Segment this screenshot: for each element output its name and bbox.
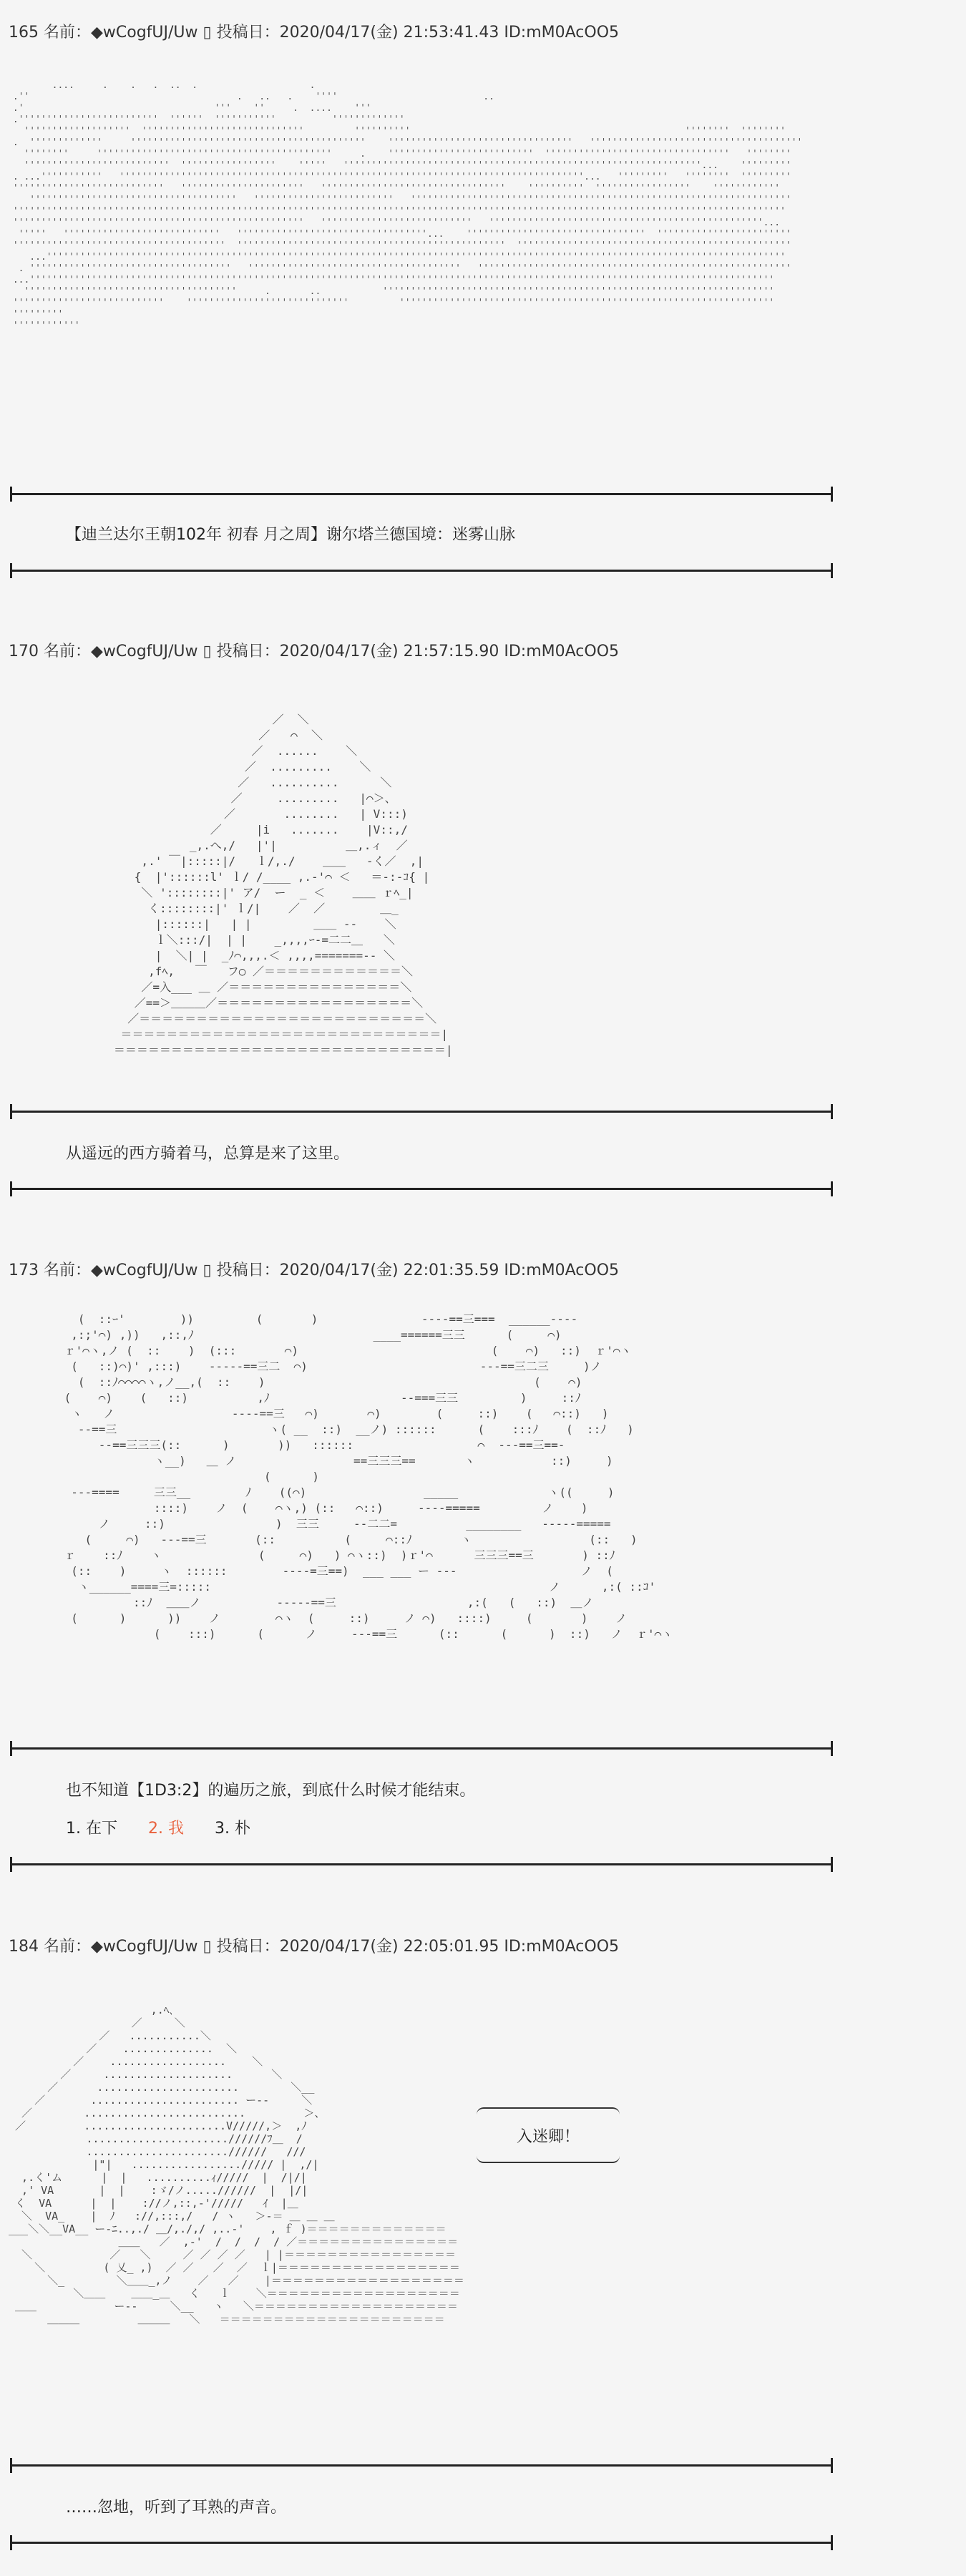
speech-bubble: [477, 2107, 620, 2163]
post-header-165: 165 名前：◆wCogfUJ/Uw ▯ 投稿日：2020/04/17(金) 21:53:41.43 ID:mM0AcOO5: [9, 24, 620, 42]
post-text-173: 也不知道【1D3:2】的遍历之旅，到底什么时候才能结束。: [66, 1782, 476, 1800]
post-header-184: 184 名前：◆wCogfUJ/Uw ▯ 投稿日：2020/04/17(金) 22:05:01.95 ID:mM0AcOO5: [9, 1938, 620, 1956]
speech-bubble-text: 入迷卿！: [516, 2128, 580, 2146]
choice-2-selected: 2. 我: [147, 1820, 184, 1838]
choice-list: [66, 1816, 276, 1838]
post-text-165: 【迪兰达尔王朝102年 初春 月之周】谢尔塔兰德国境：迷雾山脉: [66, 526, 515, 544]
divider-rule: [10, 1863, 833, 1865]
ascii-art-mist-mountains: .... . . . .. . . .'' . .. . '''' .. .' ''' '' . .... ''' .''''''''''''''''''''''''' '''''' ''''''''''' ''''''''''''' ''''''''''''''''''' ''''''''''''''''''''''''''''' '''''''''' '''''''' '''''''' . ''''''''''''' '''''''''''''''''''''''''''''''''''''''''' ''''''''''''''''''''''''''''''''' '''''''''''''''''''''''''''''''''''''' '''''''' '''''''''''''''''''''''''''''''''''''''''' . '''''''''''''''''''''''''' ''''''''''''''''''''''''''''''''' '''''''' '''''''''''''''''''''''''' ''''''''''''''''' ''''' ''''''''''''''''''''''''''''''''''''''''''''''''''''''''''''''''... ''''''''' . ...''''''''''' '''''''''''''''''''''''''''''''''''''''''''''''''''''''''''''''''''''''''''''''''''... ''''''''' '''''''' ''''''''' ''''''''''''''''''''''''''' '''''''''''''''''''''' ''''''''''''''''''''''''''''''''' '''''''''' ''''''''''''''''' '''''''''''' ''''''''''''''''''''''''''''''''''''' ''''''''''''''''''''''''' '''''''''''''''''''''''''''''''''''''''''''''''''''''''''''''''''''' '''''''''''''''''''''''''''''''''''''''''''''''''''''''''''''''''''''''''''''''''''''''''''''''''''''''''''''''''''''''''''''''''''''''''' '''''''''''''''''''''''''''''''''''''''''''''''''''' ''''''''''''''''''''''''''' '''''''''''''''''''''''''''''''''''''''''''''''''... ''''' '''''''''''''''''''''''''''' ''''''''''''''''''''''''''''''''''... '''''''''''''''''''''''''''''''' '''''''''''''''''''''''' '''''''''''''''''''''''''''''''''''''' '''''''''''''''''''''''''''''''''''''''''''''''' ''''''''''''''''''''''''''''''''''''''''''''''''' ...'''''''''''''''''''''''''''''''''''''''''''''''''''''''''''''''''''''''''''''''''''''''''''''''''''''''''''''''''''''''''''''''''''' . '''''''''''''''''''''''''''''''''''' '''''''''''''''''''''''''''''''''''''' '''''''''''''''''''''''''''''''''''''''''''''''''''''''' ...''''''''''''''''''''''''''''''''''''''''''''''''''''''''''''''''''''''''''''''''''''''''''''''''''''''''''''''''''''''''''''''''''''' '''''''''''''''''''''''''''''''''''''' . .. '''''''''''''''''''''''''''''''''''''''''''''''''''''''''''''''''''''' ''''''''''''''''''''''''''' ''''''''''''''''''''''''''''' ''''''''''''''''''''''''''''''''''''''''''''''''''''''''''''''''''' ''''''''' '''''''''''': [12, 80, 803, 331]
divider-rule: [10, 570, 833, 572]
divider-rule: [10, 1188, 833, 1190]
divider-rule: [10, 2464, 833, 2467]
post-header-173: 173 名前：◆wCogfUJ/Uw ▯ 投稿日：2020/04/17(金) 22:01:35.59 ID:mM0AcOO5: [9, 1262, 620, 1279]
ascii-art-camp-mountain: ／ ＼ ／ ⌒ ＼ ／ ...... ＼ ／ ......... ＼ ／ .......... ＼ ／ ......... |⌒＞、 ／ ........ | V:::) ／ |i ....... |V::,/ _,.へ,/ |'| ＿,.ィ ／ ,.' ￣|:::::|/ ｌ/,./ ＿＿ -く／ ,| { |'::::::l' ｌ/ /____ ,.-'⌒ ＜ ＝-:-ｺ{ | ＼ '::::::::|' ア/ ー _ ＜ ＿＿ ｒﾍ_| く::::::::|' ｌ/| ／ ／ ＿_ |::::::| | | ＿＿ -‐ ＼ ｌ＼:::/| | | _,,,,ｰ‐=二二＿ ＼ | ＼| | _ﾉ⌒,,,.＜ ,,,,=======-- ＼ ,fﾍ, ￣ フ○ ／＝＝＝＝＝＝＝＝＝＝＝＝＼ ／=入___ ＿ ／＝＝＝＝＝＝＝＝＝＝＝＝＝＝＝＼ ／==＞＿＿＿／＝＝＝＝＝＝＝＝＝＝＝＝＝＝＝＝＝＼ ／＝＝＝＝＝＝＝＝＝＝＝＝＝＝＝＝＝＝＝＝＝＝＝＝＝＼ ＝＝＝＝＝＝＝＝＝＝＝＝＝＝＝＝＝＝＝＝＝＝＝＝＝＝＝＝| ＝＝＝＝＝＝＝＝＝＝＝＝＝＝＝＝＝＝＝＝＝＝＝＝＝＝＝＝＝|: [113, 713, 453, 1057]
divider-rule: [10, 1747, 833, 1750]
post-text-184: ……忽地，听到了耳熟的声音。: [66, 2499, 287, 2517]
divider-rule: [10, 2542, 833, 2544]
ascii-art-mountain-rider: ,.ﾍ､ ／ ＼ ／ ...........＼ ／ .............. ＼ ／ .................. ＼ ／ .................... ＼ ／ ...................... ＼__ ／ ....................... ー-- ＼ ／ ......................... ＞、 ／ ......................V/////,＞ ,ﾉ ......................//////ﾌ＿ / ......................////// /// |"| .................///// | ,/| ,.く'ム | | ..........ｨ///// | /|/| ,' VA | | :ゞ/ノ.....////// | |/| く VA | | ://ノ,::,-'///// ｲ |＿ ＼ VA_ | ﾉ ://,:::,/ / ヽ ＞-＝ ＿ ＿ ＿ ___＼＼__VA__ ー-ﾆ..,./ ＿/,./,/ ,..-' , ｆ )＝＝＝＝＝＝＝＝＝＝＝＝＝ ＿＿ ／ ,-' / / / / ／＝＝＝＝＝＝＝＝＝＝＝＝＝＝＝ ＼ ／ ＼ ／ ／ ／ ／ | |＝＝＝＝＝＝＝＝＝＝＝＝＝＝＝＝ ＼ ( 乂_ ,) ／ ／ ／ ／ ｌ|＝＝＝＝＝＝＝＝＝＝＝＝＝＝＝＝＝ ＼_ ＼＿＿_,ノ ／ ／ |＝＝＝＝＝＝＝＝＝＝＝＝＝＝＝＝＝＝ ＼＿＿ ＿＿_＿ く ｌ ＼＝＝＝＝＝＝＝＝＝＝＝＝＝＝＝＝＝＝ ＿＿ ー-- ＼__ ヽ ＼＝＝＝＝＝＝＝＝＝＝＝＝＝＝＝＝＝＝＝ ＿＿＿ ＿＿＿ ＼ ＝＝＝＝＝＝＝＝＝＝＝＝＝＝＝＝＝＝＝＝＝: [9, 2004, 464, 2326]
post-header-170: 170 名前：◆wCogfUJ/Uw ▯ 投稿日：2020/04/17(金) 21:57:15.90 ID:mM0AcOO5: [9, 643, 620, 660]
divider-rule: [10, 1111, 833, 1113]
choice-3: 3. 朴: [214, 1820, 250, 1838]
ascii-art-mist: ( ::ｰ' )) ( ) ----==三=== ______---- ,:;'⌒) ,)) ,::,ﾉ ____======三三 ( ⌒) ｒ'⌒ヽ,ノ ( :: ) (::: ⌒) ( ⌒) ::) ｒ'⌒ヽ ( ::)⌒)' ,:::) -----==三二 ⌒) ---==三二三 )ノ ( ::ﾉ⌒⌒⌒⌒ヽ,ノ__,( :: ) ( ⌒) ( ⌒) ( ::) ,ﾉ --===三三 ) ::ﾉ ヽ ノ ----==三 ⌒) ⌒) ( ::) ( ⌒::) ) --==三 ヽ( __ ::) __ノ) :::::: ( :::ﾉ ( ::ﾉ ) --==三三三(:: ) )) :::::: ⌒ ---==三==- ヽ__) ＿ ノ ==三三三== ヽ ::) ) ( ) ---==== 三三__ ﾉ ((⌒) _____ ヽ(( ) ::::) ノ ( ⌒ヽ,) (:: ⌒::) ----===== ノ ) ノ ::) ) 三三 --二二= ________ -----===== ( ⌒) ---==三 (:: ( ⌒::ﾉ ヽ (:: ) ｒ ::ﾉ ヽ ( ⌒) ) ⌒ヽ::) )ｒ'⌒ 三三三==三 ) ::ﾉ (:: ) ヽ :::::: ----=三==) ___ ___ ー --- ノ ( ヽ______====三=::::: ノ ,:( ::ｺ' ::ﾉ ＿＿ノ -----==三 ,:( ( ::) ＿ノ ( ) )) ノ ⌒ヽ ( ::) ノ ⌒) ::::) ( ) ノ ( :::) ( ノ ---==三 (:: ( ) ::) ノ ｒ'⌒ヽ: [64, 1312, 673, 1641]
divider-rule: [10, 493, 833, 495]
post-text-170: 从遥远的西方骑着马，总算是来了这里。: [66, 1145, 350, 1163]
choice-1: 1. 在下: [66, 1820, 117, 1838]
